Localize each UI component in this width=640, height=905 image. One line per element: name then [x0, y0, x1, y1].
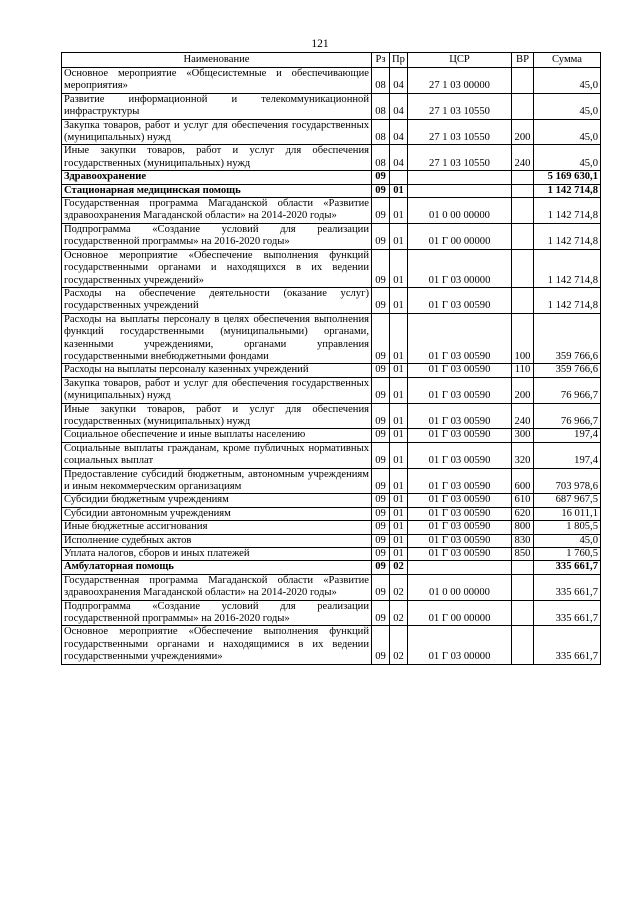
header-pr: Пр [390, 53, 408, 68]
row-target-article: 27 1 03 10550 [408, 145, 512, 171]
row-target-article: 27 1 03 10550 [408, 119, 512, 145]
page-number: 121 [311, 38, 329, 50]
table-row [62, 574, 601, 600]
row-name: Основное мероприятие «Обеспечение выполнения функций государственными органами и находящимися в их ведении государственными учреждениями» [62, 626, 372, 664]
row-expense-type [512, 68, 534, 94]
row-target-article: 01 Г 03 00590 [408, 377, 512, 403]
row-target-article: 27 1 03 10550 [408, 93, 512, 119]
row-expense-type [512, 600, 534, 626]
row-section-code: 09 [372, 364, 390, 377]
table-row [62, 184, 601, 197]
row-amount: 335 661,7 [534, 626, 601, 664]
row-target-article: 01 Г 03 00590 [408, 364, 512, 377]
table-row [62, 377, 601, 403]
row-target-article: 01 Г 03 00590 [408, 534, 512, 547]
row-name: Субсидии автономным учреждениям [62, 507, 372, 520]
row-name: Закупка товаров, работ и услуг для обеспечения государственных (муниципальных) нужд [62, 377, 372, 403]
table-row [62, 403, 601, 429]
table-row [62, 171, 601, 184]
row-amount: 1 142 714,8 [534, 249, 601, 287]
row-section-code: 09 [372, 561, 390, 574]
row-target-article: 01 Г 03 00590 [408, 548, 512, 561]
row-expense-type: 610 [512, 494, 534, 507]
row-amount: 1 142 714,8 [534, 198, 601, 224]
row-expense-type: 240 [512, 403, 534, 429]
table-row [62, 364, 601, 377]
table-row [62, 145, 601, 171]
row-amount: 45,0 [534, 93, 601, 119]
row-expense-type: 800 [512, 521, 534, 534]
row-subsection-code: 02 [390, 561, 408, 574]
row-subsection-code: 01 [390, 548, 408, 561]
row-subsection-code: 01 [390, 184, 408, 197]
row-subsection-code: 01 [390, 534, 408, 547]
row-name: Расходы на выплаты персоналу в целях обеспечения выполнения функций государственными (муниципальными) органами, казенными учреждениями, органами управления государственными внебюджетными фондами [62, 313, 372, 364]
row-name: Стационарная медицинская помощь [62, 184, 372, 197]
row-expense-type: 620 [512, 507, 534, 520]
table-row [62, 561, 601, 574]
row-name: Здравоохранение [62, 171, 372, 184]
row-expense-type [512, 249, 534, 287]
row-section-code: 09 [372, 313, 390, 364]
table-body [62, 68, 601, 665]
row-amount: 687 967,5 [534, 494, 601, 507]
table-row [62, 313, 601, 364]
row-name: Основное мероприятие «Обеспечение выполнения функций государственными органами и находящихся в их ведении государственных учреждений» [62, 249, 372, 287]
row-section-code: 09 [372, 429, 390, 442]
row-name: Расходы на обеспечение деятельности (оказание услуг) государственных учреждений [62, 287, 372, 313]
table-row [62, 494, 601, 507]
row-name: Основное мероприятие «Общесистемные и обеспечивающие мероприятия» [62, 68, 372, 94]
row-expense-type [512, 574, 534, 600]
row-expense-type: 240 [512, 145, 534, 171]
row-expense-type [512, 184, 534, 197]
row-subsection-code: 04 [390, 93, 408, 119]
budget-table [61, 52, 601, 665]
row-name: Социальное обеспечение и иные выплаты населению [62, 429, 372, 442]
table-row [62, 68, 601, 94]
row-amount: 1 760,5 [534, 548, 601, 561]
row-section-code: 09 [372, 521, 390, 534]
header-name: Наименование [62, 53, 372, 68]
table-row [62, 521, 601, 534]
row-section-code: 09 [372, 626, 390, 664]
row-subsection-code: 01 [390, 287, 408, 313]
row-name: Развитие информационной и телекоммуникационной инфраструктуры [62, 93, 372, 119]
row-amount: 359 766,6 [534, 364, 601, 377]
row-target-article: 01 Г 03 00000 [408, 626, 512, 664]
row-name: Подпрограмма «Создание условий для реализации государственной программы» на 2016-2020 годы» [62, 600, 372, 626]
row-target-article: 01 Г 03 00590 [408, 468, 512, 494]
row-amount: 197,4 [534, 442, 601, 468]
row-amount: 1 142 714,8 [534, 287, 601, 313]
row-expense-type: 110 [512, 364, 534, 377]
row-amount: 76 966,7 [534, 377, 601, 403]
row-expense-type [512, 287, 534, 313]
row-amount: 335 661,7 [534, 574, 601, 600]
row-amount: 335 661,7 [534, 600, 601, 626]
row-amount: 45,0 [534, 534, 601, 547]
row-subsection-code: 01 [390, 507, 408, 520]
table-row [62, 119, 601, 145]
row-expense-type: 300 [512, 429, 534, 442]
row-target-article: 01 Г 03 00590 [408, 403, 512, 429]
row-amount: 1 805,5 [534, 521, 601, 534]
table-row [62, 534, 601, 547]
row-section-code: 09 [372, 198, 390, 224]
row-subsection-code: 01 [390, 429, 408, 442]
row-section-code: 09 [372, 574, 390, 600]
row-name: Государственная программа Магаданской области «Развитие здравоохранения Магаданской области» на 2014-2020 годы» [62, 574, 372, 600]
table-row [62, 442, 601, 468]
row-subsection-code: 01 [390, 313, 408, 364]
table-row [62, 249, 601, 287]
table-row [62, 287, 601, 313]
table-row [62, 198, 601, 224]
row-amount: 45,0 [534, 68, 601, 94]
row-subsection-code: 04 [390, 68, 408, 94]
row-section-code: 09 [372, 548, 390, 561]
row-expense-type [512, 626, 534, 664]
table-row [62, 507, 601, 520]
row-section-code: 08 [372, 68, 390, 94]
row-name: Субсидии бюджетным учреждениям [62, 494, 372, 507]
row-expense-type: 600 [512, 468, 534, 494]
row-name: Предоставление субсидий бюджетным, автономным учреждениям и иным некоммерческим организациям [62, 468, 372, 494]
row-name: Расходы на выплаты персоналу казенных учреждений [62, 364, 372, 377]
row-target-article: 01 Г 00 00000 [408, 600, 512, 626]
row-target-article: 01 Г 03 00000 [408, 249, 512, 287]
row-name: Закупка товаров, работ и услуг для обеспечения государственных (муниципальных) нужд [62, 119, 372, 145]
row-target-article: 01 Г 03 00590 [408, 494, 512, 507]
row-name: Иные закупки товаров, работ и услуг для обеспечения государственных (муниципальных) нужд [62, 145, 372, 171]
row-section-code: 09 [372, 468, 390, 494]
row-section-code: 09 [372, 600, 390, 626]
row-name: Амбулаторная помощь [62, 561, 372, 574]
row-expense-type [512, 198, 534, 224]
row-section-code: 09 [372, 494, 390, 507]
row-expense-type: 200 [512, 377, 534, 403]
row-section-code: 09 [372, 223, 390, 249]
table-row [62, 468, 601, 494]
row-amount: 703 978,6 [534, 468, 601, 494]
row-subsection-code: 01 [390, 198, 408, 224]
header-vr: ВР [512, 53, 534, 68]
row-section-code: 09 [372, 249, 390, 287]
row-expense-type [512, 561, 534, 574]
row-amount: 197,4 [534, 429, 601, 442]
row-expense-type: 100 [512, 313, 534, 364]
row-target-article: 01 Г 03 00590 [408, 429, 512, 442]
row-amount: 16 011,1 [534, 507, 601, 520]
row-amount: 335 661,7 [534, 561, 601, 574]
row-subsection-code: 02 [390, 574, 408, 600]
row-target-article: 27 1 03 00000 [408, 68, 512, 94]
row-section-code: 09 [372, 287, 390, 313]
row-target-article: 01 0 00 00000 [408, 574, 512, 600]
row-amount: 76 966,7 [534, 403, 601, 429]
row-section-code: 08 [372, 119, 390, 145]
row-expense-type: 850 [512, 548, 534, 561]
row-subsection-code: 02 [390, 600, 408, 626]
row-section-code: 09 [372, 184, 390, 197]
row-section-code: 09 [372, 442, 390, 468]
row-amount: 1 142 714,8 [534, 184, 601, 197]
row-target-article [408, 184, 512, 197]
row-subsection-code: 01 [390, 377, 408, 403]
row-subsection-code: 01 [390, 468, 408, 494]
row-amount: 45,0 [534, 119, 601, 145]
row-subsection-code: 04 [390, 119, 408, 145]
row-target-article: 01 Г 03 00590 [408, 507, 512, 520]
table-header-row [62, 53, 601, 68]
row-section-code: 09 [372, 507, 390, 520]
row-subsection-code: 01 [390, 249, 408, 287]
row-section-code: 08 [372, 145, 390, 171]
row-target-article: 01 Г 03 00590 [408, 287, 512, 313]
row-subsection-code: 04 [390, 145, 408, 171]
row-target-article [408, 561, 512, 574]
row-expense-type [512, 93, 534, 119]
table-row [62, 429, 601, 442]
row-section-code: 09 [372, 377, 390, 403]
header-rz: Рз [372, 53, 390, 68]
row-section-code: 09 [372, 171, 390, 184]
row-target-article: 01 Г 03 00590 [408, 442, 512, 468]
row-subsection-code: 01 [390, 442, 408, 468]
table-row [62, 548, 601, 561]
row-section-code: 09 [372, 403, 390, 429]
row-name: Иные бюджетные ассигнования [62, 521, 372, 534]
row-name: Иные закупки товаров, работ и услуг для обеспечения государственных (муниципальных) нужд [62, 403, 372, 429]
row-target-article: 01 Г 00 00000 [408, 223, 512, 249]
row-amount: 359 766,6 [534, 313, 601, 364]
row-target-article: 01 Г 03 00590 [408, 313, 512, 364]
row-name: Исполнение судебных актов [62, 534, 372, 547]
table-row [62, 600, 601, 626]
header-csr: ЦСР [408, 53, 512, 68]
row-target-article [408, 171, 512, 184]
row-name: Подпрограмма «Создание условий для реализации государственной программы» на 2016-2020 годы» [62, 223, 372, 249]
row-target-article: 01 Г 03 00590 [408, 521, 512, 534]
row-amount: 1 142 714,8 [534, 223, 601, 249]
row-expense-type [512, 171, 534, 184]
header-sum: Сумма [534, 53, 601, 68]
row-name: Социальные выплаты гражданам, кроме публичных нормативных социальных выплат [62, 442, 372, 468]
table-row [62, 223, 601, 249]
row-section-code: 08 [372, 93, 390, 119]
table-row [62, 93, 601, 119]
row-expense-type: 200 [512, 119, 534, 145]
row-subsection-code: 01 [390, 521, 408, 534]
row-section-code: 09 [372, 534, 390, 547]
table-row [62, 626, 601, 664]
row-target-article: 01 0 00 00000 [408, 198, 512, 224]
row-subsection-code: 01 [390, 223, 408, 249]
row-subsection-code: 01 [390, 364, 408, 377]
row-amount: 45,0 [534, 145, 601, 171]
row-subsection-code: 01 [390, 494, 408, 507]
row-subsection-code: 02 [390, 626, 408, 664]
row-name: Государственная программа Магаданской области «Развитие здравоохранения Магаданской области» на 2014-2020 годы» [62, 198, 372, 224]
row-subsection-code: 01 [390, 403, 408, 429]
row-subsection-code [390, 171, 408, 184]
row-name: Уплата налогов, сборов и иных платежей [62, 548, 372, 561]
row-expense-type: 830 [512, 534, 534, 547]
row-expense-type [512, 223, 534, 249]
row-expense-type: 320 [512, 442, 534, 468]
row-amount: 5 169 630,1 [534, 171, 601, 184]
